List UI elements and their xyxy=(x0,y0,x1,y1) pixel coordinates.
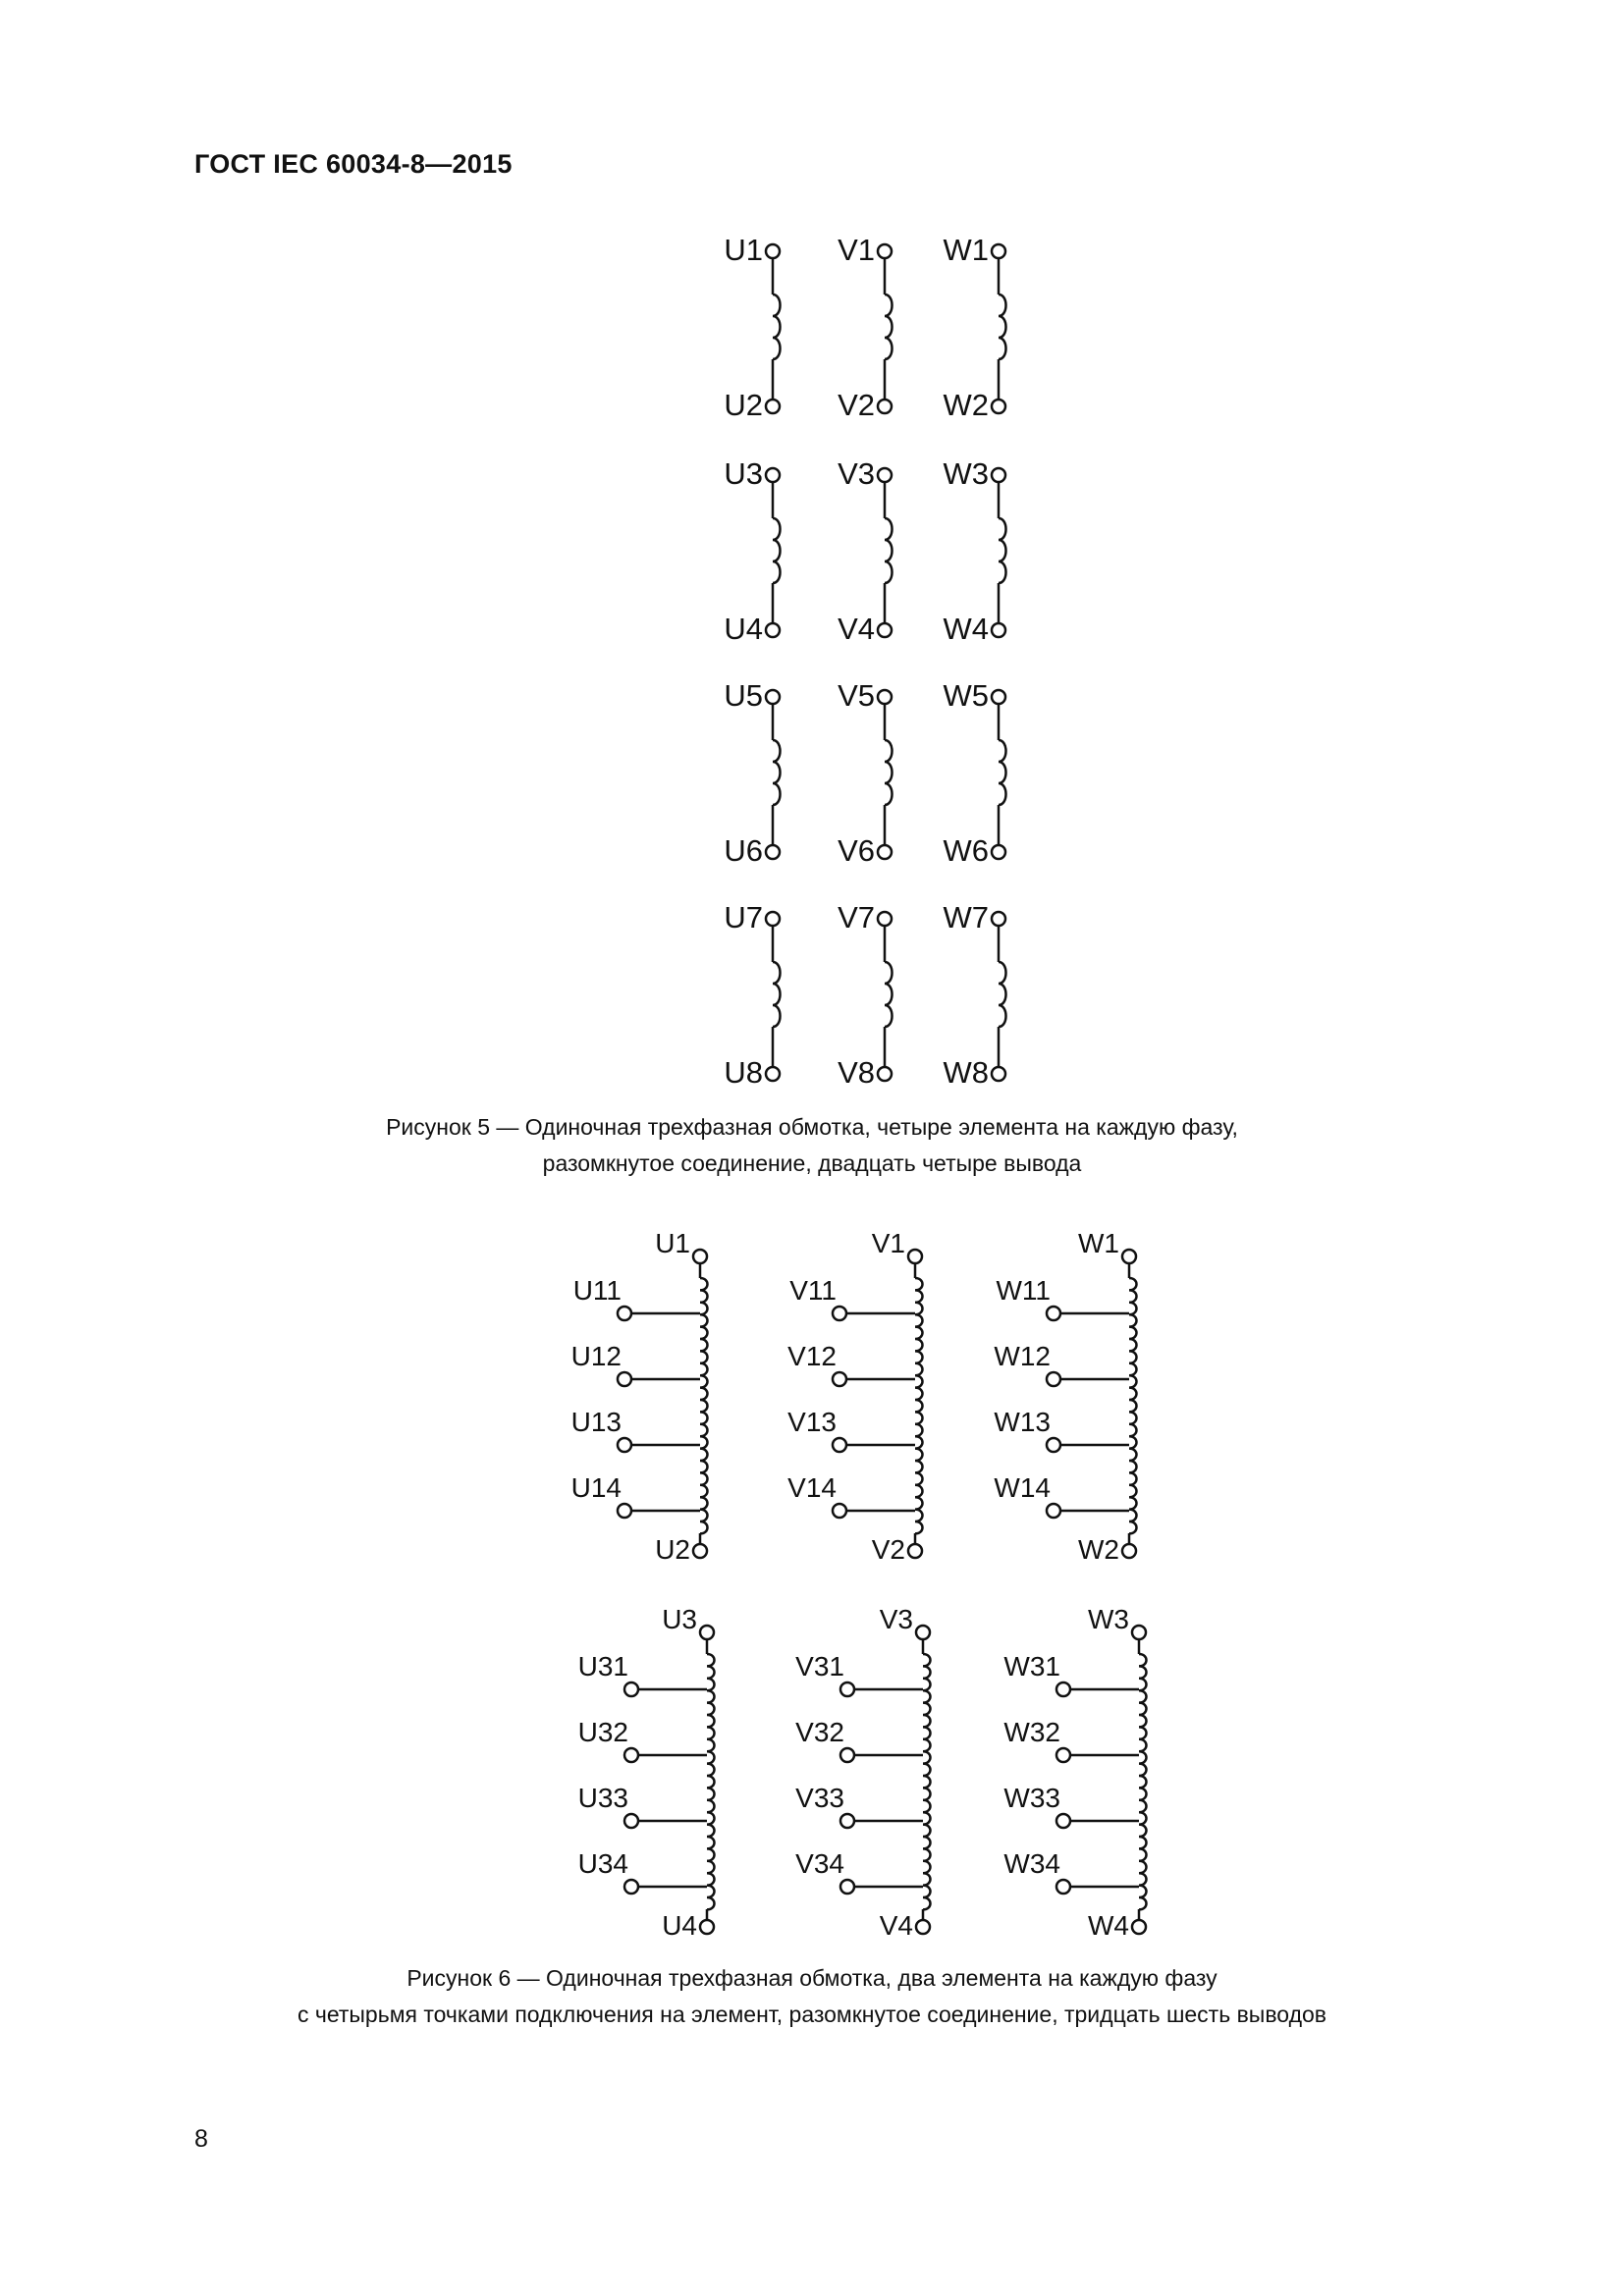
figure-5-caption-line-2: разомкнутое соединение, двадцать четыре вывода xyxy=(542,1150,1082,1176)
fig6-tap-label: W12 xyxy=(994,1341,1051,1371)
fig5-terminal-label: U2 xyxy=(724,388,763,422)
fig6-terminal-top xyxy=(908,1250,922,1263)
fig6-terminal-top xyxy=(700,1626,714,1639)
fig6-coil xyxy=(700,1278,708,1533)
fig6-tap-terminal xyxy=(1047,1372,1060,1386)
fig6-terminal-bottom xyxy=(916,1920,930,1934)
fig5-terminal-label: U4 xyxy=(724,612,763,646)
fig6-terminal-label: W2 xyxy=(1078,1534,1119,1565)
fig5-terminal-label: W7 xyxy=(943,900,989,934)
fig6-element xyxy=(1003,1604,1146,1941)
fig6-tap-label: U32 xyxy=(577,1717,628,1747)
fig6-terminal-top xyxy=(693,1250,707,1263)
fig6-tap-label: W13 xyxy=(994,1407,1051,1437)
fig6-tap-terminal xyxy=(840,1682,854,1696)
fig6-element xyxy=(571,1228,708,1565)
fig6-terminal-label: V4 xyxy=(879,1910,913,1941)
fig6-tap-label: W31 xyxy=(1003,1651,1060,1682)
fig6-terminal-label: V2 xyxy=(871,1534,905,1565)
fig6-tap-terminal xyxy=(1056,1814,1070,1828)
fig6-tap-terminal xyxy=(840,1880,854,1894)
fig6-tap-label: V13 xyxy=(787,1407,837,1437)
fig6-terminal-label: U2 xyxy=(655,1534,690,1565)
fig6-tap-label: W11 xyxy=(996,1275,1051,1306)
fig6-terminal-bottom xyxy=(693,1544,707,1558)
fig6-tap-label: U13 xyxy=(570,1407,622,1437)
fig6-element xyxy=(787,1228,922,1565)
fig6-tap-terminal xyxy=(1047,1307,1060,1320)
figure-5-caption-line-1: Рисунок 5 — Одиночная трехфазная обмотка, четыре элемента на каждую фазу, xyxy=(386,1114,1238,1140)
fig5-terminal-label: V6 xyxy=(838,833,875,868)
fig6-terminal-top xyxy=(916,1626,930,1639)
fig6-tap-label: U31 xyxy=(577,1651,628,1682)
fig5-terminal-label: U8 xyxy=(724,1055,763,1090)
fig6-tap-label: V14 xyxy=(787,1472,837,1503)
fig6-tap-terminal xyxy=(618,1504,631,1518)
fig5-terminal-label: U1 xyxy=(724,233,763,267)
fig6-tap-terminal xyxy=(624,1814,638,1828)
fig5-terminal-label: W3 xyxy=(943,456,989,491)
figure-6-caption-line-2: с четырьмя точками подключения на элемент, разомкнутое соединение, тридцать шесть выводов xyxy=(297,2002,1327,2027)
fig6-terminal-label: U4 xyxy=(662,1910,697,1941)
fig6-tap-terminal xyxy=(624,1748,638,1762)
fig6-element xyxy=(578,1604,715,1941)
fig6-element xyxy=(994,1228,1136,1565)
fig6-tap-terminal xyxy=(833,1372,846,1386)
fig6-tap-terminal xyxy=(833,1438,846,1452)
fig6-tap-terminal xyxy=(840,1814,854,1828)
fig6-coil xyxy=(923,1654,931,1909)
fig6-tap-terminal xyxy=(840,1748,854,1762)
fig6-terminal-label: U1 xyxy=(655,1228,690,1258)
document-header: ГОСТ IEC 60034-8—2015 xyxy=(194,149,513,179)
fig6-terminal-bottom xyxy=(1132,1920,1146,1934)
fig6-tap-terminal xyxy=(624,1880,638,1894)
fig6-terminal-bottom xyxy=(700,1920,714,1934)
fig6-terminal-top xyxy=(1132,1626,1146,1639)
page-number: 8 xyxy=(194,2125,208,2153)
fig6-coil xyxy=(915,1278,923,1533)
fig6-tap-label: V12 xyxy=(787,1341,837,1371)
fig6-tap-label: W33 xyxy=(1003,1783,1060,1813)
fig5-terminal-label: V1 xyxy=(838,233,875,267)
fig5-terminal-label: W5 xyxy=(943,678,989,713)
fig6-tap-label: W34 xyxy=(1003,1848,1060,1879)
fig6-terminal-label: U3 xyxy=(662,1604,697,1634)
fig5-terminal-label: W4 xyxy=(943,612,989,646)
fig6-tap-terminal xyxy=(1056,1682,1070,1696)
fig6-terminal-top xyxy=(1122,1250,1136,1263)
fig5-terminal-label: U6 xyxy=(724,833,763,868)
fig6-tap-label: U14 xyxy=(570,1472,622,1503)
fig6-coil xyxy=(707,1654,715,1909)
fig6-terminal-bottom xyxy=(908,1544,922,1558)
fig6-tap-terminal xyxy=(833,1307,846,1320)
fig6-terminal-label: W4 xyxy=(1088,1910,1129,1941)
fig5-terminal-label: V2 xyxy=(838,388,875,422)
fig6-tap-label: V33 xyxy=(795,1783,844,1813)
fig5-terminal-label: U7 xyxy=(724,900,763,934)
fig5-terminal-label: V4 xyxy=(838,612,875,646)
fig6-terminal-label: V1 xyxy=(871,1228,905,1258)
fig6-coil xyxy=(1139,1654,1147,1909)
fig6-tap-label: U11 xyxy=(572,1275,622,1306)
fig6-element xyxy=(795,1604,930,1941)
fig6-tap-terminal xyxy=(618,1372,631,1386)
figure-6-caption-line-1: Рисунок 6 — Одиночная трехфазная обмотка, два элемента на каждую фазу xyxy=(406,1965,1218,1991)
fig6-tap-label: V32 xyxy=(795,1717,844,1747)
fig6-tap-label: U12 xyxy=(570,1341,622,1371)
fig5-terminal-label: W1 xyxy=(943,233,989,267)
fig6-tap-terminal xyxy=(833,1504,846,1518)
fig5-terminal-label: W2 xyxy=(943,388,989,422)
fig5-terminal-label: V5 xyxy=(838,678,875,713)
fig6-tap-label: U33 xyxy=(577,1783,628,1813)
fig6-tap-label: U34 xyxy=(577,1848,628,1879)
fig6-tap-label: V11 xyxy=(789,1275,837,1306)
fig6-tap-label: W14 xyxy=(994,1472,1051,1503)
fig6-terminal-label: W3 xyxy=(1088,1604,1129,1634)
fig5-terminal-label: V3 xyxy=(838,456,875,491)
fig6-terminal-label: W1 xyxy=(1078,1228,1119,1258)
fig6-coil xyxy=(1129,1278,1137,1533)
fig5-terminal-label: V8 xyxy=(838,1055,875,1090)
fig5-terminal-label: W6 xyxy=(943,833,989,868)
fig6-tap-terminal xyxy=(1056,1748,1070,1762)
fig5-terminal-label: W8 xyxy=(943,1055,989,1090)
fig6-terminal-bottom xyxy=(1122,1544,1136,1558)
fig6-tap-terminal xyxy=(624,1682,638,1696)
figure-6-caption xyxy=(0,1960,1624,2033)
fig6-tap-terminal xyxy=(618,1307,631,1320)
fig5-terminal-label: V7 xyxy=(838,900,875,934)
fig5-terminal-label: U5 xyxy=(724,678,763,713)
fig5-terminal-label: U3 xyxy=(724,456,763,491)
fig6-terminal-label: V3 xyxy=(879,1604,913,1634)
fig6-tap-terminal xyxy=(618,1438,631,1452)
fig6-tap-terminal xyxy=(1047,1438,1060,1452)
fig6-tap-label: V34 xyxy=(795,1848,844,1879)
fig6-tap-label: V31 xyxy=(795,1651,844,1682)
fig6-tap-terminal xyxy=(1047,1504,1060,1518)
fig6-tap-terminal xyxy=(1056,1880,1070,1894)
fig6-tap-label: W32 xyxy=(1003,1717,1060,1747)
